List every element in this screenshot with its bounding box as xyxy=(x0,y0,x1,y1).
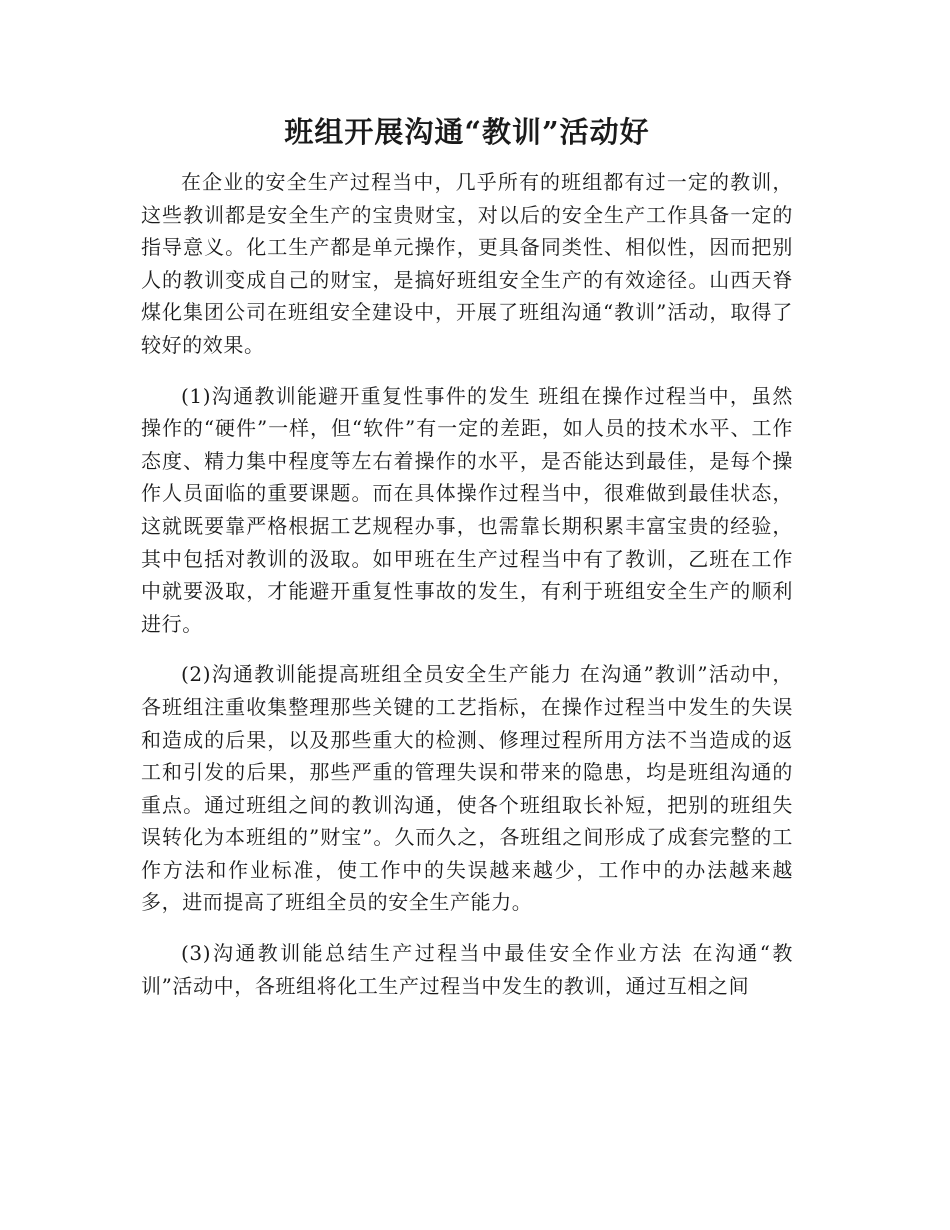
paragraph-intro: 在企业的安全生产过程当中，几乎所有的班组都有过一定的教训，这些教训都是安全生产的宝贵财宝，对以后的安全生产工作具备一定的指导意义。化工生产都是单元操作，更具备同类性、相似性，因而把别人的教训变成自己的财宝，是搞好班组安全生产的有效途径。山西天脊煤化集团公司在班组安全建设中，开展了班组沟通“教训”活动，取得了较好的效果。 xyxy=(141,170,793,357)
paragraph-section-1: (1)沟通教训能避开重复性事件的发生 班组在操作过程当中，虽然操作的“硬件”一样，但“软件”有一定的差距，如人员的技术水平、工作态度、精力集中程度等左右着操作的水平，是否能达到最佳，是每个操作人员面临的重要课题。而在具体操作过程当中，很难做到最佳状态，这就既要靠严格根据工艺规程办事，也需靠长期积累丰富宝贵的经验，其中包括对教训的汲取。如甲班在生产过程当中有了教训，乙班在工作中就要汲取，才能避开重复性事故的发生，有利于班组安全生产的顺利进行。 xyxy=(141,383,793,636)
document-title: 班组开展沟通“教训”活动好 xyxy=(284,115,650,149)
paragraph-section-3: (3)沟通教训能总结生产过程当中最佳安全作业方法 在沟通“教训”活动中，各班组将化工生产过程当中发生的教训，通过互相之间 xyxy=(141,941,793,998)
document-page xyxy=(141,112,793,1020)
paragraph-section-2: (2)沟通教训能提高班组全员安全生产能力 在沟通”教训”活动中，各班组注重收集整理那些关键的工艺指标，在操作过程当中发生的失误和造成的后果，以及那些重大的检测、修理过程所用方法不当造成的返工和引发的后果，那些严重的管理失误和带来的隐患，均是班组沟通的重点。通过班组之间的教训沟通，使各个班组取长补短，把别的班组失误转化为本班组的”财宝”。久而久之，各班组之间形成了成套完整的工作方法和作业标准，使工作中的失误越来越少，工作中的办法越来越多，进而提高了班组全员的安全生产能力。 xyxy=(141,662,793,915)
